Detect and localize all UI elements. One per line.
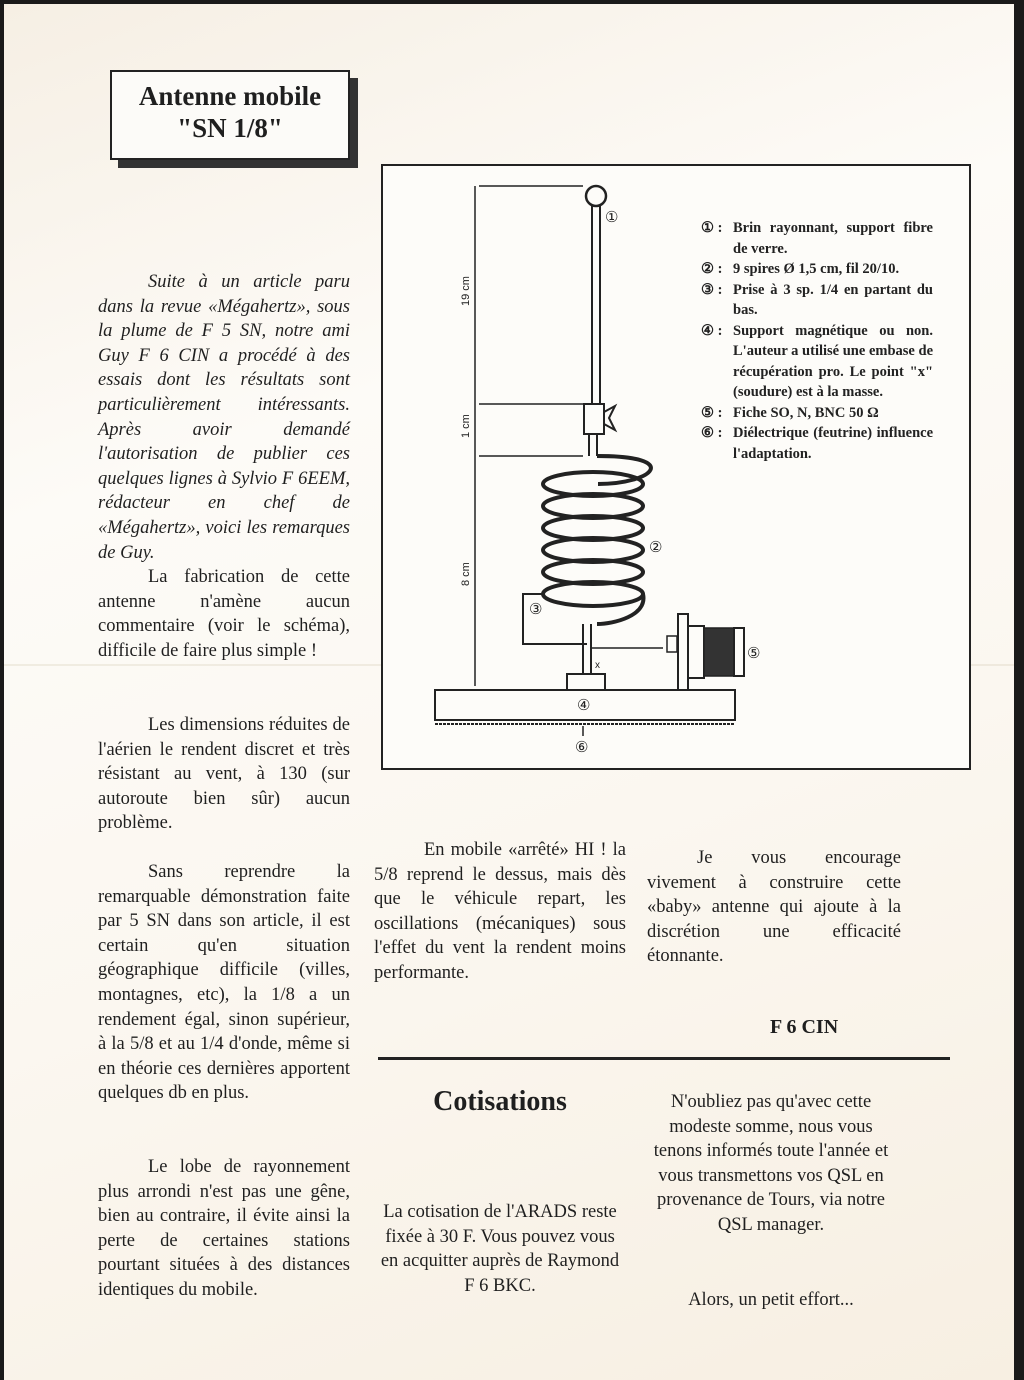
dim-19cm: 19 cm: [460, 276, 472, 306]
intro-paragraph: Suite à un article paru dans la revue «Mégahertz», sous la plume de F 5 SN, notre ami Guy F 6 CIN a procédé à des essais dont les résultats sont particulièrement intéressants. Après avoir demandé l'autorisation de publier ces quelques lignes à Sylvio F 6EEM, rédacteur en chef de «Mégahertz», voici les remarques de Guy.: [98, 272, 350, 563]
diagram-legend: [701, 218, 933, 464]
paragraph-fabrication: La fabrication de cette antenne n'amène aucun commentaire (voir le schéma), difficile de faire plus simple !: [98, 567, 350, 661]
callout-1: ①: [605, 209, 619, 226]
author-signature: F 6 CIN: [770, 1016, 839, 1038]
wing-nut: [604, 406, 615, 430]
dim-8cm: 8 cm: [460, 562, 472, 586]
point-x-label: x: [595, 660, 600, 671]
paragraph-encouragement: Je vous encourage vivement à construire cette «baby» antenne qui ajoute à la discrétion une efficacité étonnante.: [647, 848, 901, 967]
callout-5: ⑤: [747, 645, 761, 662]
callout-3: ③: [529, 601, 543, 618]
paragraph-dimensions: Les dimensions réduites de l'aérien le rendent discret et très résistant au vent, à 130 (sur autoroute bien sûr) aucun problème.: [98, 715, 350, 834]
paragraph-lobe: Le lobe de rayonnement plus arrondi n'est pas une gêne, bien au contraire, il évite ainsi la perte de certaines stations pourtant situées à des distances identiques du mobile.: [98, 1157, 350, 1300]
document-page: [4, 4, 1014, 1380]
callout-6: ⑥: [575, 739, 589, 756]
antenna-diagram: [381, 164, 971, 770]
connector-flange: [678, 614, 688, 690]
article-title: Antenne mobile: [138, 81, 322, 111]
legend-item: ⑥ : Diélectrique (feutrine) influence l'adaptation.: [701, 425, 933, 462]
callout-4: ④: [577, 697, 591, 714]
legend-item: ⑤ : Fiche SO, N, BNC 50 Ω: [701, 404, 879, 421]
cotisations-closing: Alors, un petit effort...: [688, 1290, 854, 1310]
cotisations-text: La cotisation de l'ARADS reste fixée à 30 F. Vous pouvez vous en acquitter auprès de Raymond F 6 BKC.: [380, 1202, 620, 1296]
article-title-box: [110, 70, 350, 160]
whip-tip: [586, 186, 606, 206]
paragraph-mobile-arrete: En mobile «arrêté» HI ! la 5/8 reprend le dessus, mais dès que le véhicule repart, les oscillations (mécaniques) sous l'effet du vent la rendent moins performante.: [374, 840, 626, 983]
article-subtitle: "SN 1/8": [177, 113, 283, 143]
connector-knurl: [704, 628, 734, 676]
whip-clamp: [584, 404, 604, 434]
section-divider: [378, 1057, 950, 1060]
base-block: [567, 674, 605, 690]
cotisations-title: Cotisations: [433, 1086, 567, 1117]
legend-item: ④ : Support magnétique ou non. L'auteur a utilisé une embase de récupération pro. Le point "x" (soudure) est à la masse.: [701, 322, 933, 400]
callout-2: ②: [649, 539, 663, 556]
coil: [543, 456, 651, 624]
dim-1cm: 1 cm: [460, 414, 472, 438]
legend-item: ② : 9 spires Ø 1,5 cm, fil 20/10.: [701, 261, 900, 277]
legend-item: ① : Brin rayonnant, support fibre de verre.: [701, 220, 933, 257]
cotisations-reminder: N'oubliez pas qu'avec cette modeste somme, nous vous tenons informés toute l'année et vous transmettons vos QSL en provenance de Tours, via notre QSL manager.: [653, 1092, 889, 1235]
legend-item: ③ : Prise à 3 sp. 1/4 en partant du bas.: [701, 281, 933, 318]
paragraph-demonstration: Sans reprendre la remarquable démonstration faite par 5 SN dans son article, il est certain qu'en situation géographique difficile (villes, montagnes, etc), la 1/8 a un rendement égal, sinon supérieur, à la 5/8 et au 1/4 d'onde, même si en théorie ces dernières apportent quelques db en plus.: [98, 862, 350, 1104]
